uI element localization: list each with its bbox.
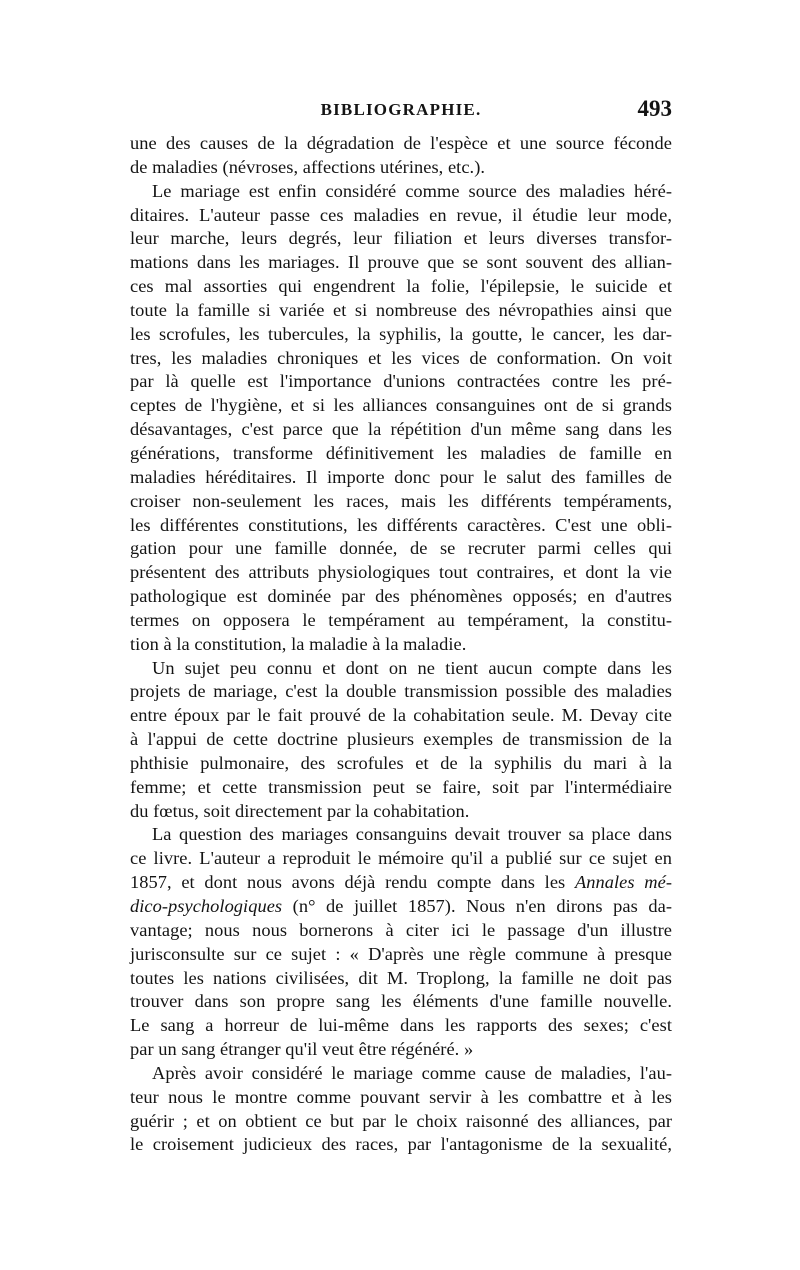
text-line: maladies héréditaires. Il importe donc pour le salut des familles de [130,466,672,487]
text-line: ces mal assorties qui engendrent la folie, l'épilepsie, le suicide et [130,276,672,297]
text-line [130,871,672,895]
text-line: toutes les nations civilisées, dit M. Troplong, la famille ne doit pas [130,967,672,988]
text-line: jurisconsulte sur ce sujet : « D'après une règle commune à presque [130,943,672,964]
text-line: teur nous le montre comme pouvant servir à les combattre et à les [130,1086,672,1107]
text-line: tres, les maladies chroniques et les vices de conformation. On voit [130,347,672,368]
page-number: 493 [637,96,672,121]
text-line: ce livre. L'auteur a reproduit le mémoire qu'il a publié sur ce sujet en [130,848,672,869]
text-segment: 1857, et dont nous avons déjà rendu compte dans les [130,872,575,893]
body-text [130,132,672,1157]
text-line: ditaires. L'auteur passe ces maladies en revue, il étudie leur mode, [130,204,672,225]
page-header [130,96,672,126]
text-line: les scrofules, les tubercules, la syphilis, la goutte, le cancer, les dar- [130,323,672,344]
text-line: guérir ; et on obtient ce but par le choix raisonné des alliances, par [130,1110,672,1131]
text-line: du fœtus, soit directement par la cohabitation. [130,800,470,821]
text-line: le croisement judicieux des races, par l'antagonisme de la sexualité, [130,1134,672,1155]
text-line: les différentes constitutions, les différents caractères. C'est une obli- [130,514,672,535]
text-line: pathologique est dominée par des phénomènes opposés; en d'autres [130,586,672,607]
text-line: ceptes de l'hygiène, et si les alliances consanguines ont de si grands [130,395,672,416]
text-line: mations dans les mariages. Il prouve que se sont souvent des allian- [130,252,672,273]
text-line: projets de mariage, c'est la double transmission possible des maladies [130,681,672,702]
text-line: phthisie pulmonaire, des scrofules et de la syphilis du mari à la [130,752,672,773]
text-line: de maladies (névroses, affections utérines, etc.). [130,156,486,177]
text-line: par un sang étranger qu'il veut être régénéré. » [130,1039,474,1060]
text-line: gation pour une famille donnée, de se recruter parmi celles qui [130,538,672,559]
running-title: BIBLIOGRAPHIE. [320,100,482,119]
journal-title-italic: dico-psychologiques [130,896,283,916]
journal-title-italic: Annales mé- [574,872,672,893]
text-line: trouver dans son propre sang les éléments d'une famille nouvelle. [130,991,672,1012]
text-line: entre époux par le fait prouvé de la cohabitation seule. M. Devay cite [130,705,672,726]
text-line: croiser non-seulement les races, mais les différents tempéraments, [130,490,672,511]
text-line: Après avoir considéré le mariage comme cause de maladies, l'au- [152,1062,672,1083]
text-line: Le sang a horreur de lui-même dans les rapports des sexes; c'est [130,1015,672,1036]
text-line: femme; et cette transmission peut se faire, soit par l'intermédiaire [130,776,672,797]
text-line: Un sujet peu connu et dont on ne tient aucun compte dans les [152,657,672,678]
text-line: toute la famille si variée et si nombreuse des névropathies ainsi que [130,299,672,320]
text-line: vantage; nous nous bornerons à citer ici le passage d'un illustre [130,919,672,940]
text-line: à l'appui de cette doctrine plusieurs exemples de transmission de la [130,729,672,750]
text-line: par là quelle est l'importance d'unions contractées contre les pré- [130,371,672,392]
text-line: tion à la constitution, la maladie à la maladie. [130,633,467,654]
text-line: présentent des attributs physiologiques tout contraires, et dont la vie [130,562,672,583]
text-line: Le mariage est enfin considéré comme source des maladies héré- [152,180,672,201]
text-line: termes on opposera le tempérament au tempérament, la constitu- [130,609,672,630]
text-line: La question des mariages consanguins devait trouver sa place dans [152,824,672,845]
text-segment: (n° de juillet 1857). Nous n'en dirons pas da- [282,896,672,916]
text-line: une des causes de la dégradation de l'espèce et une source féconde [130,133,672,153]
text-line: désavantages, c'est parce que la répétition d'un même sang dans les [130,419,672,440]
text-line: générations, transforme définitivement les maladies de famille en [130,442,672,463]
text-line: leur marche, leurs degrés, leur filiation et leurs diverses transfor- [130,228,672,249]
text-line [130,895,672,919]
